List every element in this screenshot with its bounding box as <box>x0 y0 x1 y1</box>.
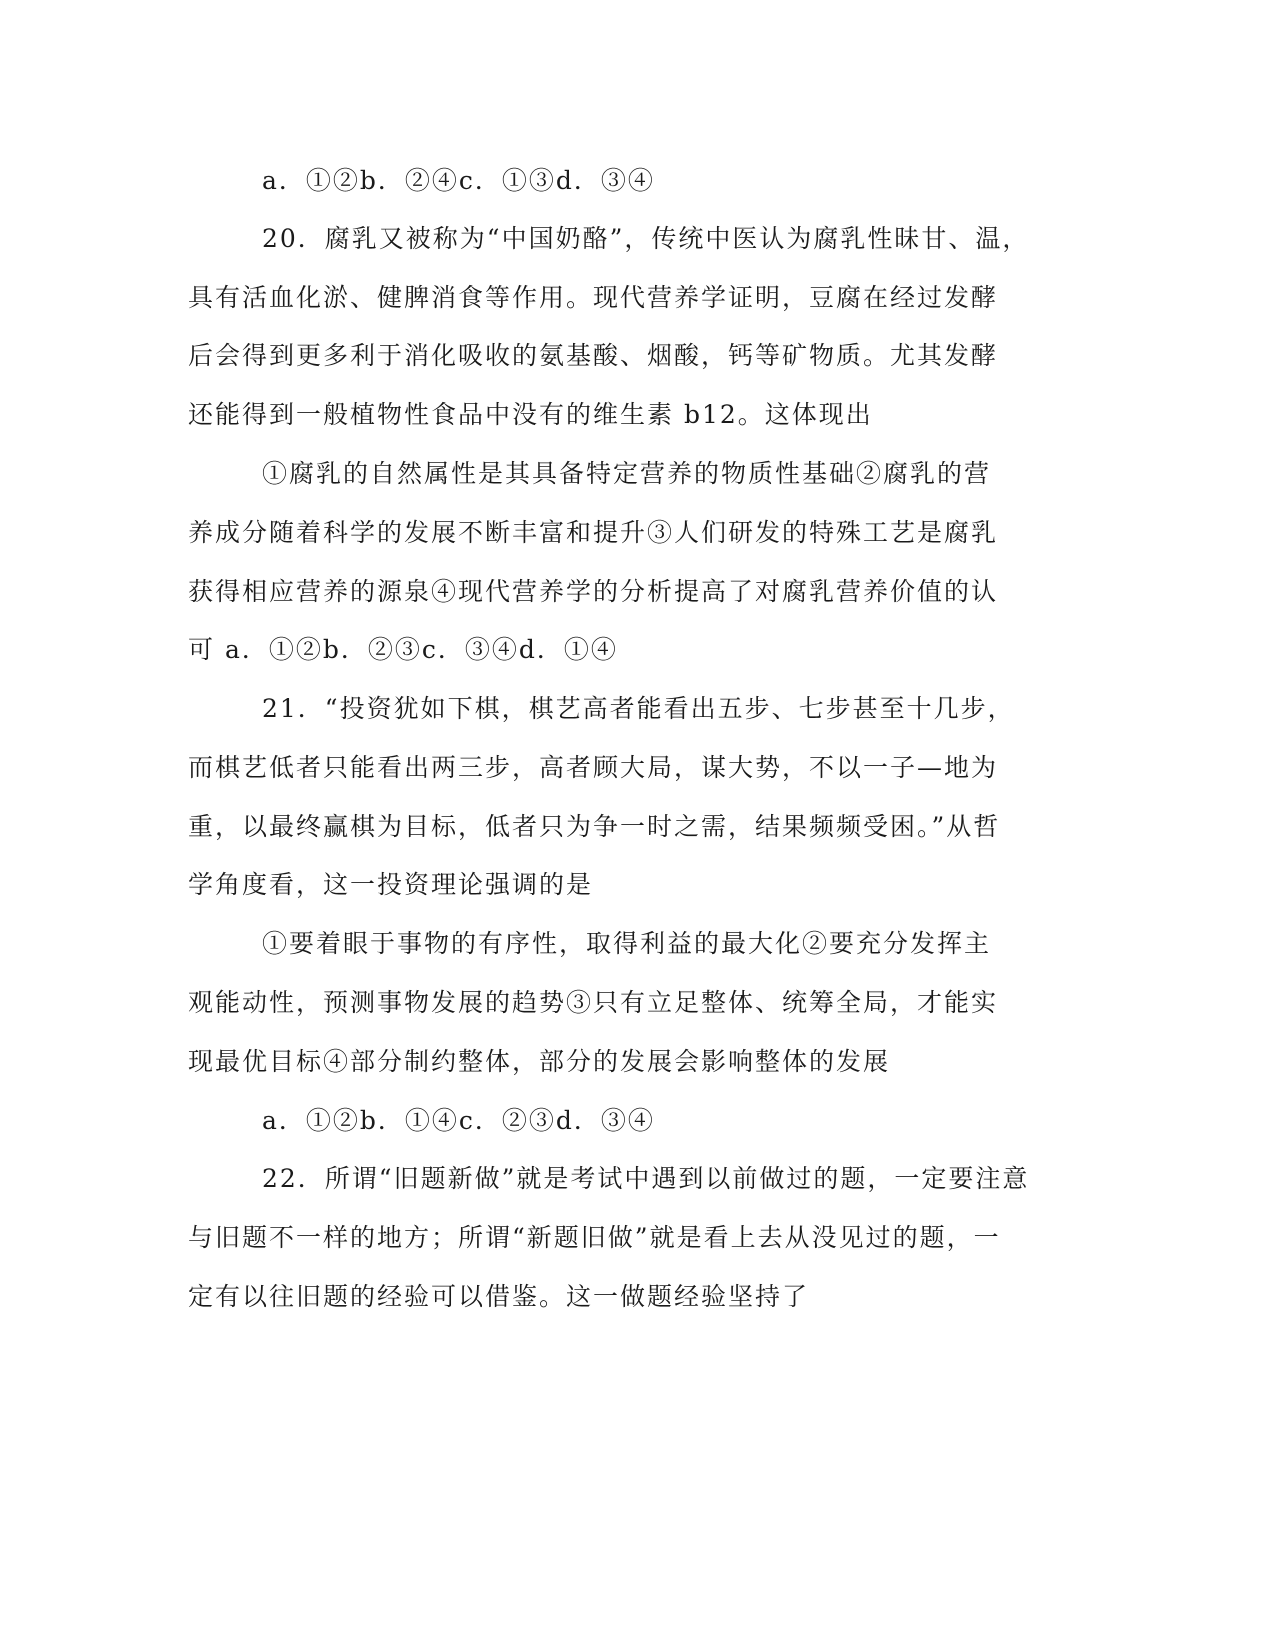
q20-statements-line-2: 养成分随着科学的发展不断丰富和提升③人们研发的特殊工艺是腐乳 <box>188 518 999 547</box>
q20-stem-line-1: 20．腐乳又被称为“中国奶酪”，传统中医认为腐乳性昧甘、温， <box>262 224 1030 253</box>
q19-options: a．①②b．②④c．①③d．③④ <box>262 166 655 195</box>
q20-stem-line-4: 还能得到一般植物性食品中没有的维生素 b12。这体现出 <box>188 400 873 429</box>
q22-stem-line-3: 定有以往旧题的经验可以借鉴。这一做题经验坚持了 <box>188 1282 810 1311</box>
q20-stem-line-2: 具有活血化淤、健脾消食等作用。现代营养学证明，豆腐在经过发酵 <box>188 283 999 312</box>
q20-statements-line-3: 获得相应营养的源泉④现代营养学的分析提高了对腐乳营养价值的认 <box>188 577 999 606</box>
q20-stem-line-3: 后会得到更多利于消化吸收的氨基酸、烟酸，钙等矿物质。尤其发酵 <box>188 341 999 370</box>
q21-stem-line-2: 而棋艺低者只能看出两三步，高者顾大局，谋大势，不以一子—地为 <box>188 753 999 782</box>
q21-statements-line-1: ①要着眼于事物的有序性，取得利益的最大化②要充分发挥主 <box>262 929 992 958</box>
q21-stem-line-1: 21．“投资犹如下棋，棋艺高者能看出五步、七步甚至十几步， <box>262 694 1015 723</box>
q21-statements-line-2: 观能动性，预测事物发展的趋势③只有立足整体、统筹全局，才能实 <box>188 988 999 1017</box>
q21-stem-line-4: 学角度看，这一投资理论强调的是 <box>188 870 594 899</box>
q21-statements-line-3: 现最优目标④部分制约整体，部分的发展会影响整体的发展 <box>188 1047 891 1076</box>
q20-options: 可 a．①②b．②③c．③④d．①④ <box>188 635 618 664</box>
q22-stem-line-2: 与旧题不一样的地方；所谓“新题旧做”就是看上去从没见过的题，一 <box>188 1223 1001 1252</box>
q20-statements-line-1: ①腐乳的自然属性是其具备特定营养的物质性基础②腐乳的营 <box>262 459 992 488</box>
q21-stem-line-3: 重，以最终赢棋为目标，低者只为争一时之需，结果频频受困。”从哲 <box>188 812 1001 841</box>
q22-stem-line-1: 22．所谓“旧题新做”就是考试中遇到以前做过的题，一定要注意 <box>262 1164 1030 1193</box>
q21-options: a．①②b．①④c．②③d．③④ <box>262 1106 655 1135</box>
